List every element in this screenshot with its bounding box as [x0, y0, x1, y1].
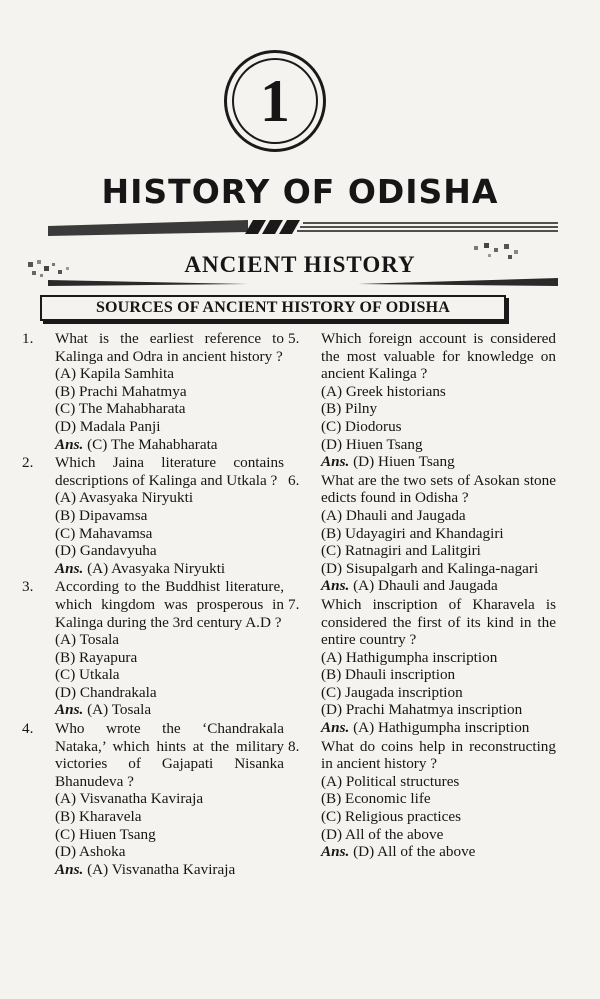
question-item [22, 720, 284, 878]
option-d: (D) Ashoka [55, 843, 126, 861]
answer-text: (D) All of the above [353, 843, 476, 861]
option-a: (A) Avasyaka Niryukti [55, 489, 194, 507]
option-b: (B) Rayapura [55, 648, 138, 666]
question-text: What do coins help in reconstructing in ancient history ? [321, 737, 556, 773]
option-a: (A) Political structures [321, 772, 460, 790]
option-c: (C) Jaugada inscription [321, 683, 463, 701]
chapter-number: 1 [232, 58, 318, 144]
question-text: Which foreign account is considered the most valuable for knowledge on ancient Kalinga ? [321, 330, 556, 383]
question-number: 5. [288, 330, 300, 347]
question-number: 4. [22, 720, 34, 738]
option-c: (C) Utkala [55, 666, 120, 684]
question-item [288, 738, 556, 861]
question-number: 7. [288, 595, 300, 613]
question-text: Who wrote the ‘Chandrakala Nataka,’ which hints at the military victories of Gajapati Nisanka Bhanudeva ? [55, 720, 284, 790]
questions-right-column [288, 330, 556, 862]
option-c: (C) Diodorus [321, 417, 402, 435]
answer-text: (A) Dhauli and Jaugada [353, 577, 498, 595]
option-c: (C) The Mahabharata [55, 400, 186, 418]
option-a: (A) Visvanatha Kaviraja [55, 790, 204, 808]
answer-text: (A) Avasyaka Niryukti [87, 559, 226, 577]
option-b: (B) Kharavela [55, 808, 142, 826]
section-heading: ANCIENT HISTORY [184, 252, 416, 277]
answer-line [321, 577, 556, 595]
question-text: According to the Buddhist literature, which kingdom was prosperous in Kalinga during the 3rd century A.D ? [55, 578, 284, 631]
heading-underline [48, 276, 558, 288]
answer-line [55, 560, 284, 578]
question-text: Which inscription of Kharavela is considered the first of its kind in the entire country ? [321, 595, 556, 649]
answer-text: (A) Visvanatha Kaviraja [87, 860, 236, 878]
subsection-title: SOURCES OF ANCIENT HISTORY OF ODISHA [40, 295, 506, 321]
questions-left-column [22, 330, 284, 879]
option-d: (D) Hiuen Tsang [321, 435, 423, 453]
answer-line [321, 453, 556, 471]
option-d: (D) All of the above [321, 825, 444, 843]
question-item [288, 330, 556, 471]
question-item [22, 454, 284, 577]
answer-line [321, 719, 556, 737]
option-b: (B) Dhauli inscription [321, 666, 456, 684]
question-item [288, 472, 556, 595]
answer-line [55, 436, 284, 454]
question-number: 8. [288, 737, 300, 755]
option-d: (D) Chandrakala [55, 683, 157, 701]
answer-label: Ans. [321, 453, 350, 471]
chapter-title: HISTORY OF ODISHA [101, 172, 499, 211]
question-item [288, 596, 556, 737]
answer-line [321, 843, 556, 861]
option-c: (C) Ratnagiri and Lalitgiri [321, 542, 481, 560]
option-a: (A) Greek historians [321, 382, 446, 400]
question-item [22, 578, 284, 719]
question-text: Which Jaina literature contains descriptions of Kalinga and Utkala ? [55, 454, 284, 489]
question-number: 2. [22, 454, 34, 472]
answer-label: Ans. [55, 701, 84, 719]
option-c: (C) Religious practices [321, 808, 462, 826]
answer-text: (C) The Mahabharata [87, 435, 218, 453]
option-a: (A) Dhauli and Jaugada [321, 506, 466, 524]
chapter-number-badge [224, 50, 326, 152]
question-text: What is the earliest reference to Kalinga and Odra in ancient history ? [55, 330, 284, 365]
answer-label: Ans. [55, 435, 84, 453]
answer-label: Ans. [321, 577, 350, 595]
option-d: (D) Gandavyuha [55, 542, 157, 560]
answer-text: (A) Tosala [87, 701, 152, 719]
answer-line [55, 861, 284, 879]
option-c: (C) Mahavamsa [55, 524, 153, 542]
option-b: (B) Udayagiri and Khandagiri [321, 524, 504, 542]
question-number: 6. [288, 471, 300, 489]
option-d: (D) Madala Panji [55, 417, 161, 435]
question-item [22, 330, 284, 453]
answer-text: (D) Hiuen Tsang [353, 453, 455, 471]
option-b: (B) Dipavamsa [55, 506, 148, 524]
answer-line [55, 701, 284, 719]
question-number: 3. [22, 578, 34, 596]
option-d: (D) Sisupalgarh and Kalinga-nagari [321, 559, 539, 577]
option-c: (C) Hiuen Tsang [55, 825, 156, 843]
answer-label: Ans. [55, 559, 84, 577]
answer-label: Ans. [55, 860, 84, 878]
option-a: (A) Tosala [55, 631, 120, 649]
option-b: (B) Pilny [321, 400, 378, 418]
option-d: (D) Prachi Mahatmya inscription [321, 701, 523, 719]
answer-text: (A) Hathigumpha inscription [353, 719, 530, 737]
option-a: (A) Hathigumpha inscription [321, 648, 498, 666]
question-text: What are the two sets of Asokan stone edicts found in Odisha ? [321, 471, 556, 507]
answer-label: Ans. [321, 719, 350, 737]
option-b: (B) Economic life [321, 790, 431, 808]
option-b: (B) Prachi Mahatmya [55, 382, 187, 400]
question-number: 1. [22, 330, 34, 347]
option-a: (A) Kapila Samhita [55, 365, 174, 383]
answer-label: Ans. [321, 843, 350, 861]
